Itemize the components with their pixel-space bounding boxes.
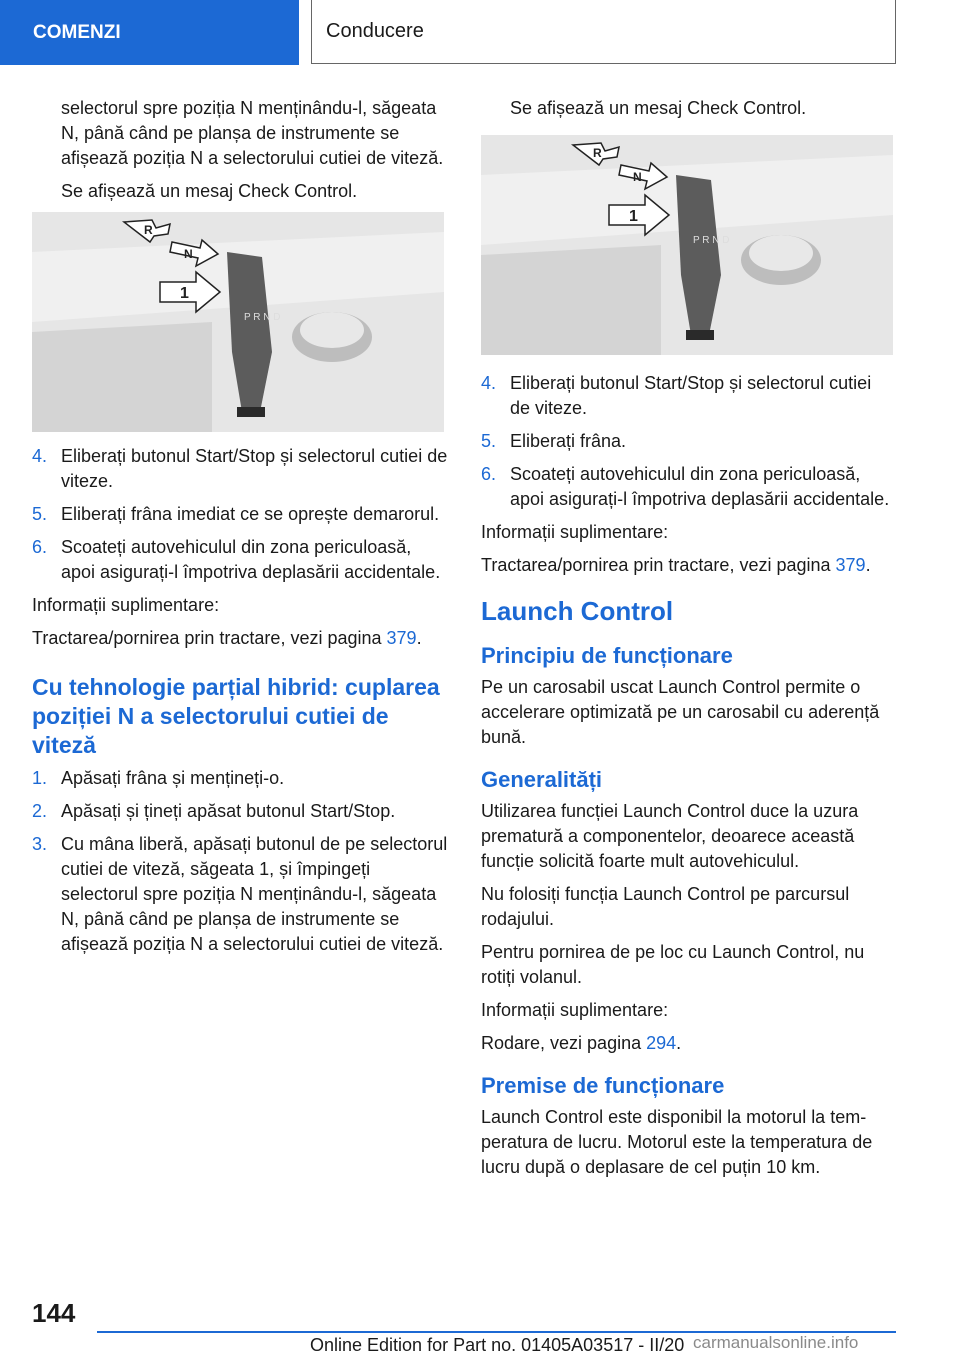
step-text: Cu mâna liberă, apăsați butonul de pe selectorul cutiei de viteză, săgeata 1, și împingeți selectorul spre poziția N menținându-l, săgeata N, până când pe planșa de instrumente se afișează poziția N a selectorului cutiei de viteză. (61, 834, 448, 954)
subsection-heading: Principiu de funcționare (481, 643, 733, 668)
arrow-label-r: R (593, 146, 602, 160)
chapter-header (311, 0, 896, 64)
step-number: 4. (32, 446, 48, 466)
list-item (32, 832, 448, 957)
page-reference (32, 626, 448, 651)
reference-end: . (676, 1033, 682, 1053)
page-link[interactable]: 379 (386, 628, 417, 648)
paragraph: Nu folosiți funcția Launch Control pe parcursul rodajului. (481, 884, 850, 929)
reference-end: . (416, 628, 422, 648)
step-number: 2. (32, 801, 48, 821)
paragraph: selectorul spre poziția N menținându-l, săgeata N, până când pe planșa de instrumente se afișează poziția N a selectorului cutiei de viteză. (61, 98, 444, 168)
watermark: carmanualsonline.info (693, 1333, 903, 1357)
arrow-label-n: N (633, 170, 642, 184)
list-item (32, 502, 448, 527)
step-number: 5. (32, 504, 48, 524)
right-column (481, 96, 896, 1188)
reference-text: Rodare, vezi pagina (481, 1033, 647, 1053)
subsection-heading: Generalități (481, 767, 603, 792)
reference-text: Tractarea/pornirea prin tractare, vezi pagina (481, 555, 836, 575)
paragraph: Pe un carosabil uscat Launch Control permite o accelerare optimizată pe un carosabil cu aderență bună. (481, 677, 880, 747)
reference-end: . (865, 555, 871, 575)
step-number: 4. (481, 373, 497, 393)
section-heading: Cu tehnologie parțial hibrid: cuplarea poziției N a selectorului cutiei de viteză (32, 674, 440, 758)
step-text: Eliberați butonul Start/Stop și selectorul cutiei de viteze. (61, 446, 448, 491)
paragraph: Pentru pornirea de pe loc cu Launch Control, nu rotiți volanul. (481, 942, 865, 987)
paragraph: Se afișează un mesaj Check Control. (61, 181, 358, 201)
step-text: Eliberați frâna imediat ce se oprește demarorul. (61, 504, 440, 524)
list-item (32, 766, 448, 791)
step-number: 5. (481, 431, 497, 451)
section-tab (0, 0, 299, 65)
arrow-label-1: 1 (180, 285, 189, 302)
edition-text: Online Edition for Part no. 01405A03517 - II/20 (310, 1335, 685, 1355)
subsection-heading: Premise de funcționare (481, 1073, 725, 1098)
paragraph: Utilizarea funcției Launch Control duce la uzura prematură a componentelor, deoarece această funcție solicită foarte mult autovehiculul. (481, 801, 859, 871)
step-number: 1. (32, 768, 48, 788)
arrow-label-r: R (144, 223, 153, 237)
section-title: COMENZI (33, 21, 121, 43)
step-text: Eliberați frâna. (510, 431, 627, 451)
step-text: Apăsați frâna și mențineți-o. (61, 768, 285, 788)
gear-selector-illustration (32, 212, 444, 432)
chapter-title: Conducere (326, 20, 424, 42)
paragraph: Se afișează un mesaj Check Control. (510, 98, 807, 118)
info-label: Informații suplimentare: (481, 1000, 669, 1020)
step-number: 6. (32, 537, 48, 557)
paragraph: Launch Control este disponibil la motorul la temperatura de lucru. Motorul este la temperatura de lucru după o deplasare de cel puțin 10 km. (481, 1107, 873, 1177)
gear-selector-illustration (481, 135, 893, 355)
arrow-label-1: 1 (629, 208, 638, 225)
arrow-label-n: N (184, 247, 193, 261)
left-column (32, 96, 448, 965)
page-number: 144 (32, 1298, 76, 1328)
list-item (481, 429, 896, 454)
list-item (32, 444, 448, 494)
section-heading: Launch Control (481, 596, 674, 626)
page-reference (481, 553, 896, 578)
page-link[interactable]: 294 (646, 1033, 677, 1053)
reference-text: Tractarea/pornirea prin tractare, vezi pagina (32, 628, 387, 648)
info-label: Informații suplimentare: (481, 522, 669, 542)
list-item (32, 535, 448, 585)
step-text: Apăsați și țineți apăsat butonul Start/Stop. (61, 801, 396, 821)
step-text: Scoateți autovehiculul din zona periculoasă, apoi asigurați-l împotriva deplasării accidentale. (61, 537, 441, 582)
step-number: 6. (481, 464, 497, 484)
page-link[interactable]: 379 (835, 555, 866, 575)
step-text: Scoateți autovehiculul din zona periculoasă, apoi asigurați-l împotriva deplasării accidentale. (510, 464, 890, 509)
list-item (32, 799, 448, 824)
page-reference (481, 1031, 896, 1056)
svg-text:P R N D: P R N D (244, 312, 281, 323)
step-number: 3. (32, 834, 48, 854)
step-text: Eliberați butonul Start/Stop și selectorul cutiei de viteze. (510, 373, 872, 418)
svg-text:P R N D: P R N D (693, 235, 730, 246)
list-item (481, 371, 896, 421)
list-item (481, 462, 896, 512)
info-label: Informații suplimentare: (32, 595, 220, 615)
